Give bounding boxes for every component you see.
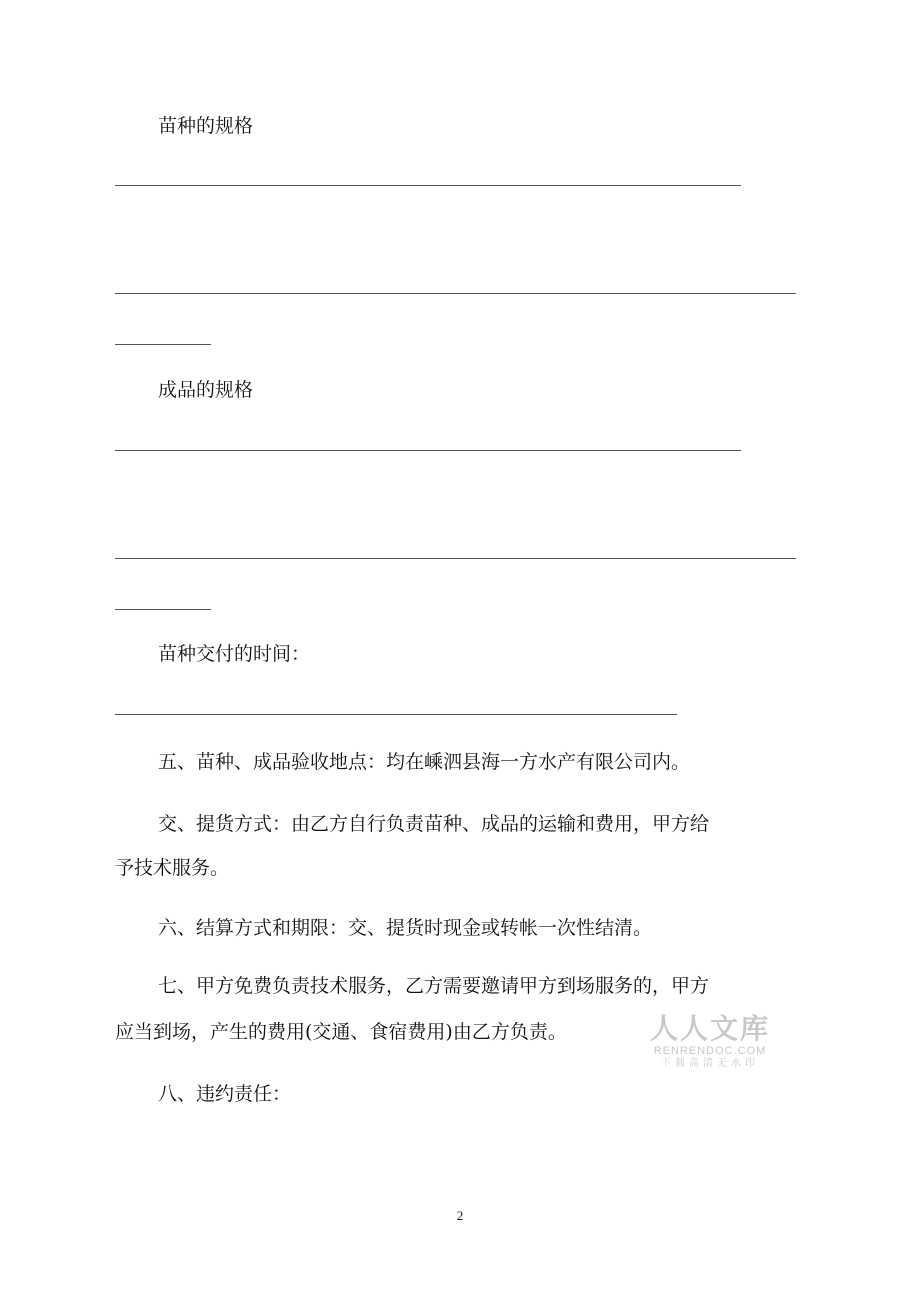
clause-7-line1: 七、甲方免费负责技术服务，乙方需要邀请甲方到场服务的，甲方	[158, 975, 710, 997]
blank-fill-line	[115, 344, 211, 345]
watermark-site: RENRENDOC.COM	[653, 1045, 767, 1057]
clause-pickup-line1: 交、提货方式：由乙方自行负责苗种、成品的运输和费用，甲方给	[158, 813, 710, 835]
blank-fill-line	[115, 185, 741, 186]
blank-fill-line	[115, 558, 796, 559]
clause-8: 八、违约责任：	[158, 1083, 292, 1105]
delivery-time-heading: 苗种交付的时间：	[158, 643, 311, 665]
clause-pickup-line2: 予技术服务。	[115, 857, 230, 879]
clause-7-line2: 应当到场，产生的费用(交通、食宿费用)由乙方负责。	[115, 1021, 567, 1043]
watermark-subtitle: 下载高清无水印	[661, 1058, 759, 1069]
clause-5: 五、苗种、成品验收地点：均在嵊泗县海一方水产有限公司内。	[158, 751, 691, 773]
seed-spec-heading: 苗种的规格	[158, 115, 254, 137]
page-number: 2	[456, 1208, 464, 1223]
product-spec-heading: 成品的规格	[158, 379, 254, 401]
clause-6: 六、结算方式和期限：交、提货时现金或转帐一次性结清。	[158, 917, 653, 939]
blank-fill-line	[115, 609, 211, 610]
blank-fill-line	[115, 293, 796, 294]
blank-fill-line	[115, 714, 677, 715]
blank-fill-line	[115, 450, 741, 451]
watermark-logo	[645, 1013, 775, 1071]
watermark-title: 人人文库	[649, 1012, 770, 1045]
